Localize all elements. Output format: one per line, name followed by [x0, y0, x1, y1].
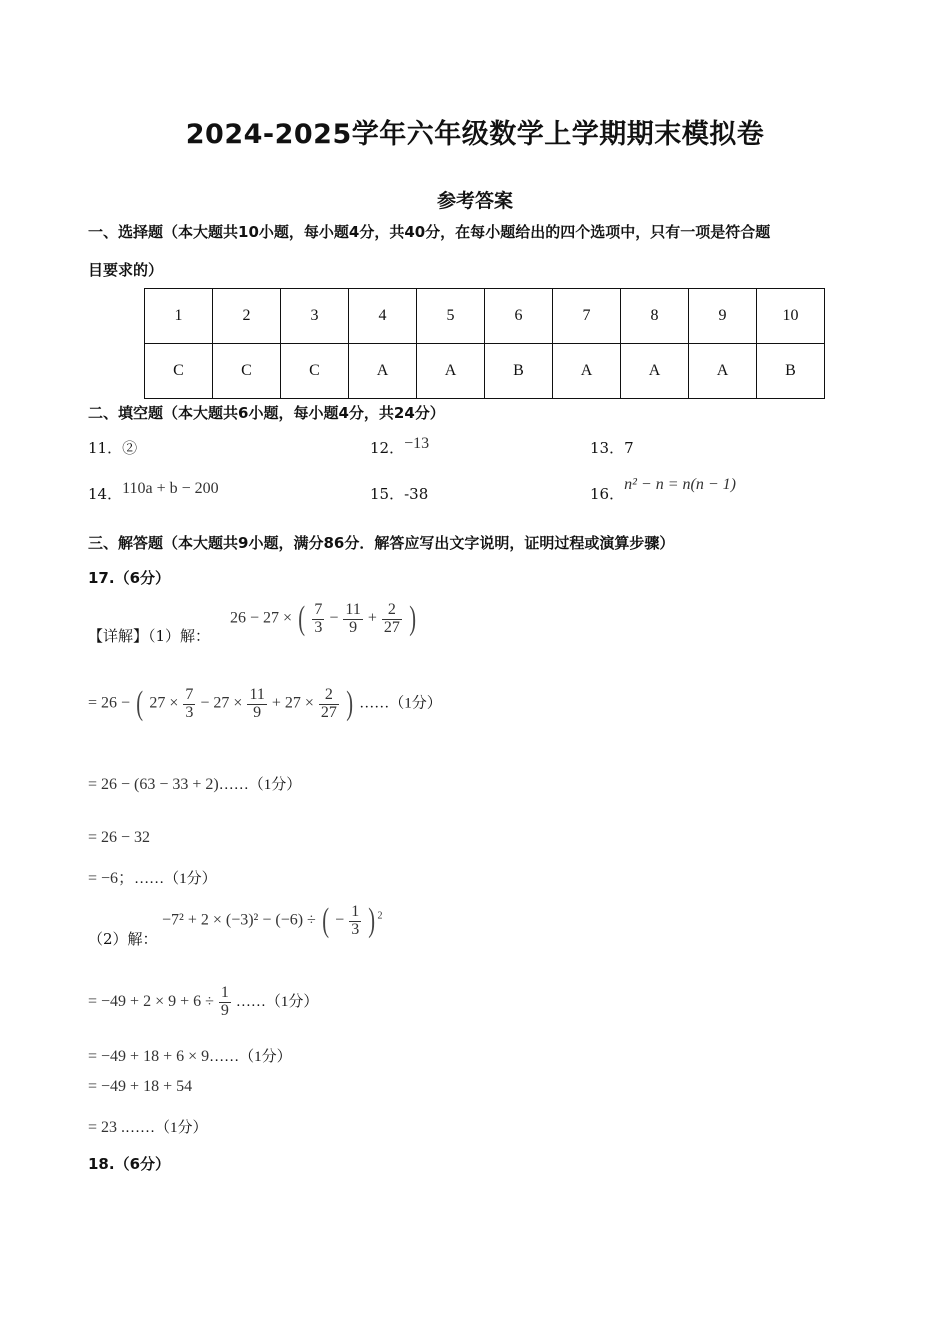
p1-expression: 26 − 27 × ( $\frac{7}{3}$ − $\frac{11}{9}$ + $\frac{2}{27}$ ) — [230, 600, 416, 637]
table-cell: 4 — [349, 289, 417, 344]
fraction: $\frac{7}{3}$ — [185, 685, 194, 721]
q18-label: 18.（6分） — [88, 1155, 171, 1173]
q15-label: 15． — [370, 485, 405, 503]
p1-step2: = 26 − (63 − 33 + 2)……（1分） — [88, 776, 302, 793]
fraction: $\frac{7}{3}$ — [314, 600, 323, 636]
part2-label: （2）解： — [88, 930, 158, 948]
table-cell: 5 — [417, 289, 485, 344]
table-cell: B — [757, 344, 825, 399]
table-cell: 10 — [757, 289, 825, 344]
p2-expression: −7² + 2 × (−3)² − (−6) ÷ ( − $\frac{1}{3}$ ) $^2$ — [162, 902, 383, 939]
page-title: 2024-2025学年六年级数学上学期期末模拟卷 — [185, 119, 765, 150]
section1-heading-line2: 目要求的） — [88, 261, 164, 279]
point-note: ……（1分） — [218, 777, 302, 793]
choice-answer-table — [144, 288, 825, 399]
table-cell: A — [553, 344, 621, 399]
section2-heading: 二、填空题（本大题共6小题，每小题4分，共24分） — [88, 404, 445, 422]
p1-step4: = −6；……（1分） — [88, 870, 217, 887]
fraction: $\frac{1}{3}$ — [351, 902, 360, 938]
p1-expr-prefix: 26 − 27 × — [230, 609, 293, 627]
right-paren: ) — [409, 600, 416, 637]
q13-answer: 7 — [624, 439, 634, 457]
fraction: $\frac{1}{9}$ — [220, 984, 229, 1019]
left-paren: ( — [298, 600, 306, 637]
section3-heading: 三、解答题（本大题共9小题，满分86分．解答应写出文字说明，证明过程或演算步骤） — [88, 534, 675, 552]
q12 — [370, 437, 429, 458]
question-number-row — [145, 289, 825, 344]
detail-label: 【详解】（1）解： — [88, 627, 211, 645]
table-cell: 2 — [213, 289, 281, 344]
table-cell: 3 — [281, 289, 349, 344]
table-cell: A — [417, 344, 485, 399]
q14-answer: 110a + b − 200 — [122, 480, 219, 497]
fraction: $\frac{11}{9}$ — [345, 600, 361, 636]
point-note: ……（1分） — [359, 695, 442, 712]
p2-step2: = −49 + 18 + 6 × 9……（1分） — [88, 1048, 292, 1065]
table-cell: C — [213, 344, 281, 399]
q12-answer: −13 — [404, 435, 430, 452]
table-cell: A — [621, 344, 689, 399]
p1-step1: = 26 − ( 27 × $\frac{7}{3}$ − 27 × $\frac{11}{9}$ + 27 × $\frac{2}{27}$ ) ……（1分） — [88, 685, 442, 722]
p2-step1: = −49 + 2 × 9 + 6 ÷ $\frac{1}{9}$ ……（1分） — [88, 984, 319, 1019]
table-cell: B — [485, 344, 553, 399]
q11 — [88, 437, 137, 458]
q16-answer: n² − n = n(n − 1) — [624, 476, 736, 493]
p2-step4: = 23 .……（1分） — [88, 1119, 208, 1136]
q11-label: 11． — [88, 439, 123, 457]
section1-heading-line1: 一、选择题（本大题共10小题，每小题4分，共40分，在每小题给出的四个选项中，只有一项是符合题 — [88, 223, 771, 241]
point-note: ……（1分） — [235, 993, 319, 1010]
fraction: $\frac{2}{27}$ — [320, 685, 337, 721]
q14 — [88, 480, 219, 504]
q13 — [590, 437, 634, 458]
q16 — [590, 476, 736, 504]
q14-label: 14． — [88, 485, 123, 503]
q13-label: 13． — [590, 439, 625, 457]
table-cell: 6 — [485, 289, 553, 344]
answer-key-subtitle: 参考答案 — [436, 190, 513, 212]
q12-label: 12． — [370, 439, 405, 457]
fraction: $\frac{2}{27}$ — [383, 600, 400, 636]
table-cell: C — [281, 344, 349, 399]
table-cell: 8 — [621, 289, 689, 344]
point-note: ……（1分） — [125, 1120, 208, 1136]
q15-answer: -38 — [404, 485, 429, 503]
q15 — [370, 483, 428, 504]
point-note: ……（1分） — [134, 871, 217, 887]
fraction: $\frac{11}{9}$ — [249, 685, 265, 721]
q11-answer: ② — [122, 439, 138, 457]
table-cell: A — [689, 344, 757, 399]
answer-row — [145, 344, 825, 399]
table-cell: C — [145, 344, 213, 399]
p2-step3: = −49 + 18 + 54 — [88, 1078, 193, 1095]
q17-label: 17.（6分） — [88, 569, 171, 587]
table-cell: 1 — [145, 289, 213, 344]
p1-step3: = 26 − 32 — [88, 829, 151, 846]
table-cell: 9 — [689, 289, 757, 344]
q16-label: 16． — [590, 485, 625, 503]
table-cell: 7 — [553, 289, 621, 344]
table-cell: A — [349, 344, 417, 399]
point-note: ……（1分） — [209, 1049, 292, 1065]
